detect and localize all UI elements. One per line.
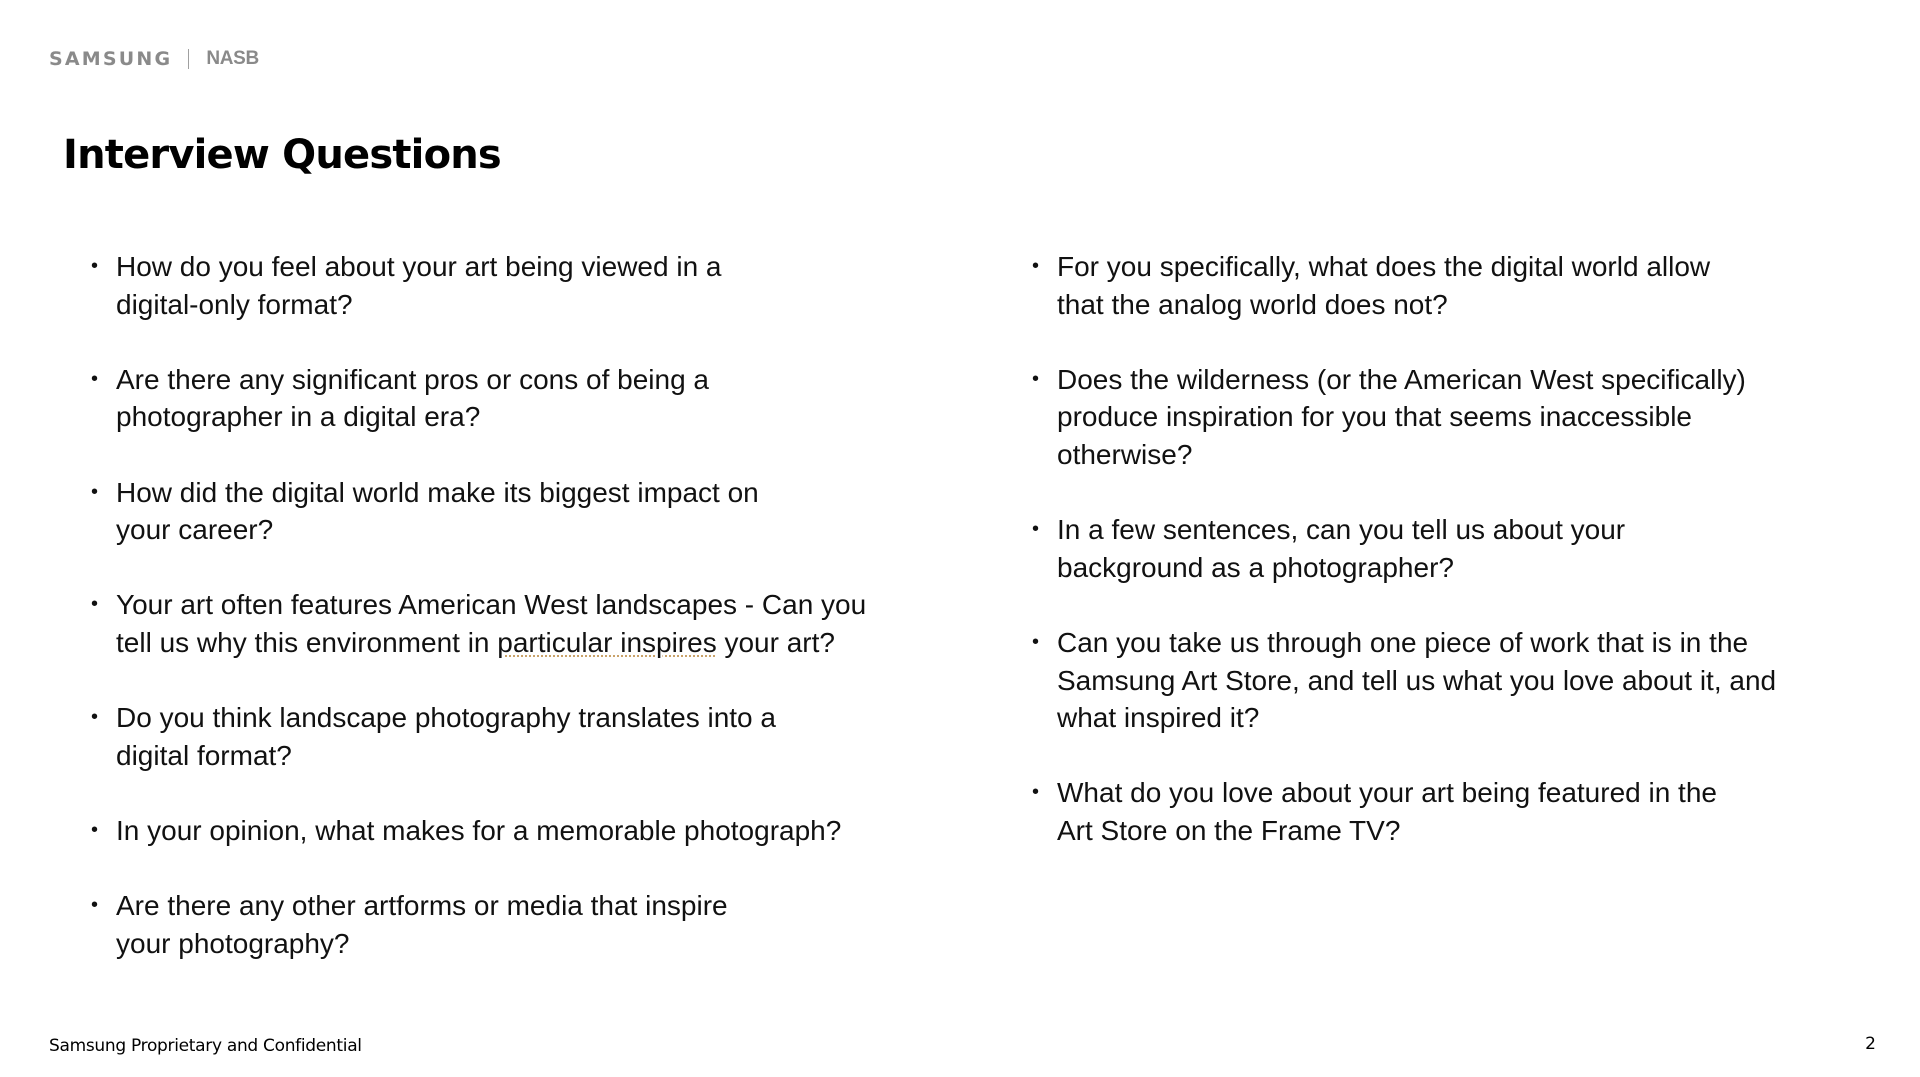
- bullet-icon: •: [1032, 367, 1040, 390]
- question-line: background as a photographer?: [1057, 551, 1454, 583]
- footer-confidential: Samsung Proprietary and Confidential: [49, 1036, 362, 1056]
- question-text: [1057, 624, 1842, 737]
- question-text: [116, 887, 921, 962]
- question-text: [1057, 511, 1842, 586]
- question-line: Does the wilderness (or the American West specifically): [1057, 363, 1746, 395]
- question-text: [1057, 774, 1842, 849]
- bullet-icon: •: [1032, 518, 1040, 541]
- question-line: Your art often features American West landscapes - Can you: [116, 589, 867, 621]
- bullet-icon: •: [1032, 255, 1040, 277]
- question-text: [116, 812, 921, 850]
- question-text: [1057, 248, 1842, 323]
- question-line: Are there any significant pros or cons of being a: [116, 363, 710, 395]
- question-line: that the analog world does not?: [1057, 288, 1448, 320]
- question-line: How do you feel about your art being viewed in a: [116, 251, 722, 282]
- question-line: What do you love about your art being featured in the: [1057, 777, 1717, 809]
- bullet-icon: •: [91, 818, 99, 841]
- question-item: [1032, 361, 1842, 474]
- question-line: produce inspiration for you that seems inaccessible: [1057, 401, 1693, 433]
- question-item: [91, 361, 921, 436]
- question-line: digital-only format?: [116, 288, 353, 320]
- question-line: digital format?: [116, 739, 292, 771]
- bullet-icon: •: [91, 593, 99, 616]
- bullet-icon: •: [1032, 781, 1040, 804]
- question-line-segment: tell us why this environment in: [116, 626, 498, 658]
- question-line-segment: your art?: [716, 626, 835, 658]
- question-line: Samsung Art Store, and tell us what you love about it, and: [1057, 664, 1777, 696]
- question-text: [116, 361, 921, 436]
- question-line: Are there any other artforms or media that inspire: [116, 890, 728, 922]
- question-item: [91, 699, 921, 774]
- question-text: [116, 699, 921, 774]
- page-title: Interview Questions: [63, 132, 501, 178]
- question-line: your photography?: [116, 927, 350, 959]
- question-line: otherwise?: [1057, 438, 1193, 470]
- spellcheck-flagged-text[interactable]: particular inspires: [497, 626, 717, 658]
- question-item: [1032, 624, 1842, 737]
- nasb-logo: NASB: [206, 48, 259, 69]
- question-line: How did the digital world make its biggest impact on: [116, 476, 759, 508]
- question-line: Art Store on the Frame TV?: [1057, 814, 1401, 846]
- question-item: [1032, 248, 1842, 323]
- question-item: [1032, 511, 1842, 586]
- question-line: what inspired it?: [1057, 702, 1260, 734]
- bullet-icon: •: [91, 367, 99, 390]
- question-line: Do you think landscape photography translates into a: [116, 702, 776, 734]
- samsung-logo: SAMSUNG: [49, 48, 173, 70]
- question-text: [116, 248, 921, 323]
- question-line: In your opinion, what makes for a memorable photograph?: [116, 814, 842, 846]
- question-line: Can you take us through one piece of work that is in the: [1057, 626, 1749, 658]
- question-line: For you specifically, what does the digital world allow: [1057, 251, 1711, 282]
- question-item: [91, 248, 921, 323]
- question-text: [116, 586, 921, 661]
- bullet-icon: •: [91, 894, 99, 917]
- bullet-icon: •: [91, 480, 99, 503]
- questions-left-column: [91, 248, 921, 962]
- page-number: 2: [1865, 1034, 1876, 1054]
- questions-right-column: [1032, 248, 1842, 850]
- question-line: your career?: [116, 514, 274, 546]
- bullet-icon: •: [91, 255, 99, 277]
- question-line: photographer in a digital era?: [116, 401, 481, 433]
- question-line: In a few sentences, can you tell us about your: [1057, 514, 1626, 546]
- bullet-icon: •: [91, 706, 99, 729]
- question-text: [1057, 361, 1842, 474]
- question-item: [91, 812, 921, 850]
- bullet-icon: •: [1032, 630, 1040, 653]
- question-item: [91, 474, 921, 549]
- question-item: [1032, 774, 1842, 849]
- question-text: [116, 474, 921, 549]
- logo-divider: [188, 49, 189, 69]
- question-item: [91, 887, 921, 962]
- question-item: [91, 586, 921, 661]
- question-line: [116, 624, 921, 662]
- header-logo: [49, 47, 259, 71]
